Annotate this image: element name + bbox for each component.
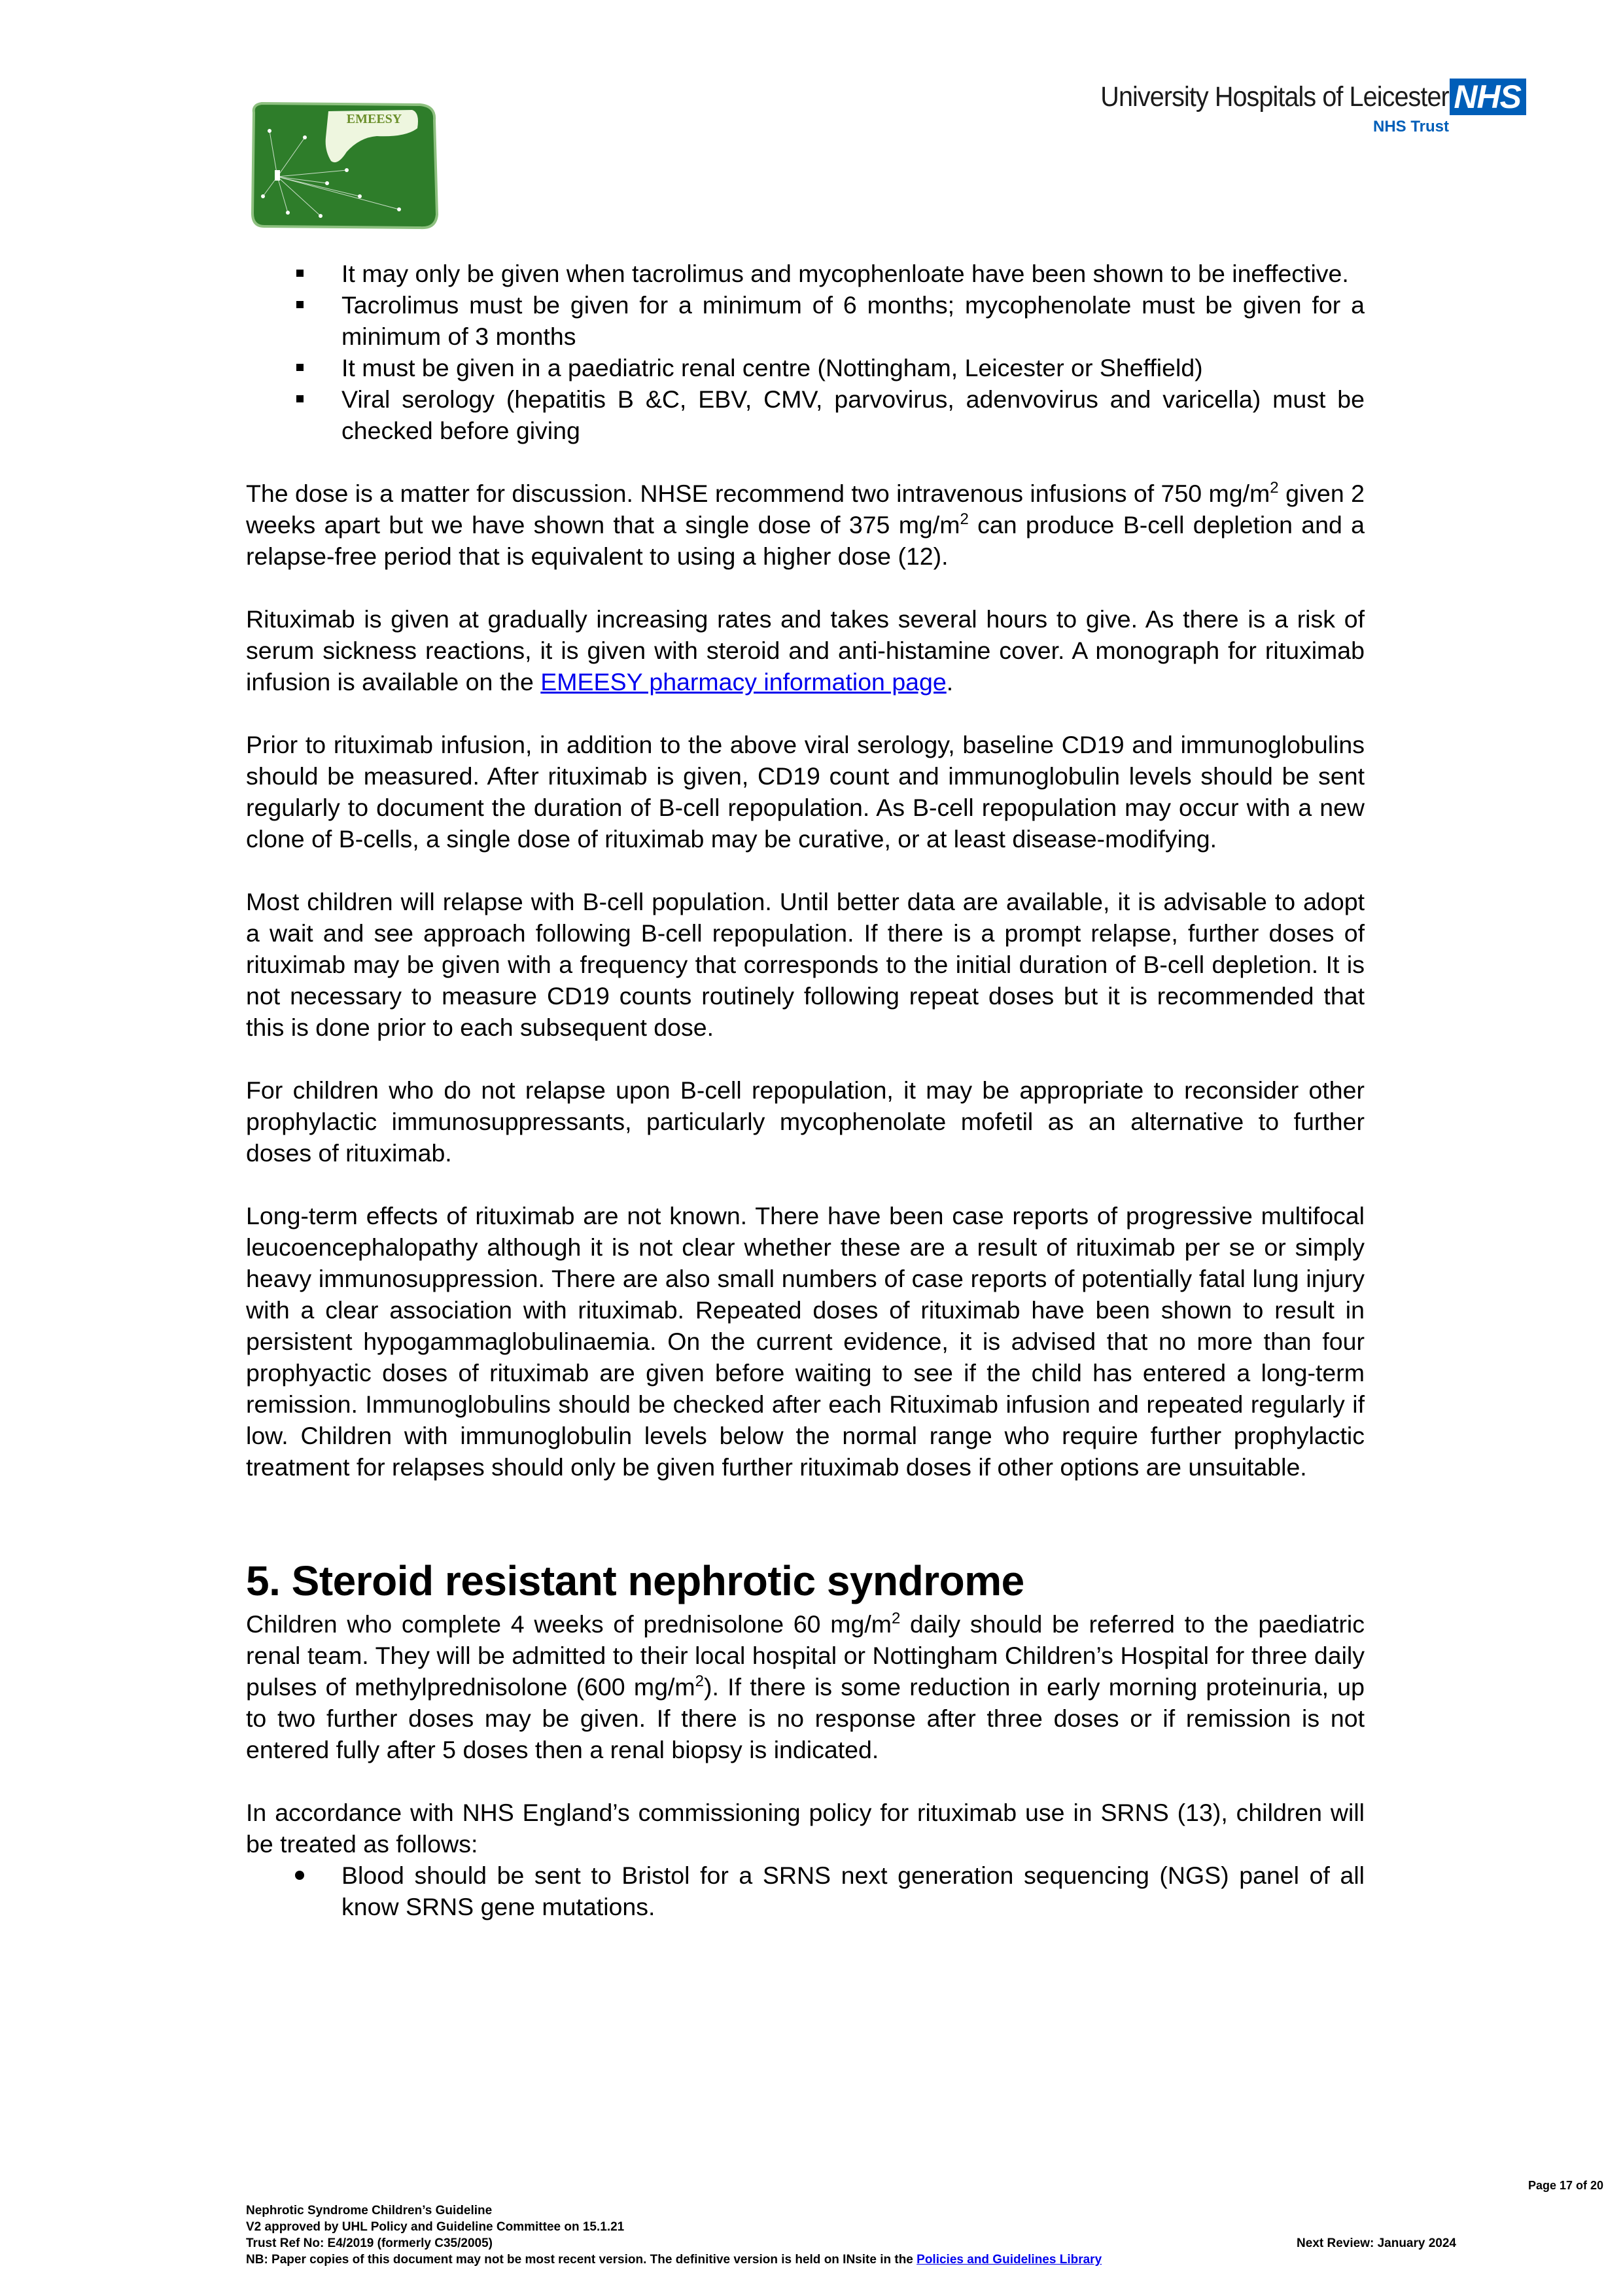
footer-nb — [246, 2252, 1456, 2268]
text-run: NB: Paper copies of this document may not be most recent version. The definitive version is held on INsite in the — [246, 2253, 917, 2267]
text-run: Rituximab is given at gradually increasing rates and takes several hours to give. As there is a risk of serum sickness reactions, it is given with steroid and anti-histamine cover. A monograph for rituximab infusion is available on the — [246, 605, 1365, 696]
section5-paragraph — [246, 1608, 1365, 1765]
text-run: given 2 weeks apart but we have shown that a single dose of 375 mg/m — [246, 480, 1365, 539]
superscript: 2 — [1270, 479, 1279, 497]
footer-trust-ref: Trust Ref No: E4/2019 (formerly C35/2005) — [246, 2236, 493, 2250]
srns-treatment-list — [246, 1860, 1365, 1922]
emeesy-logo — [249, 98, 445, 236]
list-item: Blood should be sent to Bristol for a SRNS next generation sequencing (NGS) panel of all know SRNS gene mutations. — [246, 1860, 1365, 1922]
organisation-name: University Hospitals of Leicester — [1100, 80, 1449, 113]
list-item: It must be given in a paediatric renal centre (Nottingham, Leicester or Sheffield) — [246, 352, 1365, 383]
paragraph: Prior to rituximab infusion, in addition to the above viral serology, baseline CD19 and immunoglobulins should be measured. After rituximab is given, CD19 count and immunoglobulin levels should be sent regularly to document the duration of B-cell repopulation. As B-cell repopulation may occur with a new clone of B-cells, a single dose of rituximab may be curative, or at least disease-modifying. — [246, 731, 1365, 853]
text-run: can produce B-cell depletion and a relapse-free period that is equivalent to using a higher dose (12). — [246, 511, 1365, 570]
emeesy-pharmacy-link[interactable]: EMEESY pharmacy information page — [540, 668, 947, 696]
emeesy-logo-text: EMEESY — [346, 112, 402, 126]
header-organisation — [1070, 79, 1526, 136]
infusion-paragraph — [246, 603, 1365, 698]
footer-approval: V2 approved by UHL Policy and Guideline Committee on 15.1.21 — [246, 2220, 625, 2234]
paragraph: In accordance with NHS England’s commissioning policy for rituximab use in SRNS (13), children will be treated as follows: — [246, 1799, 1365, 1858]
section-heading: 5. Steroid resistant nephrotic syndrome — [246, 1557, 1024, 1604]
list-item: Viral serology (hepatitis B &C, EBV, CMV, parvovirus, adenvovirus and varicella) must be checked before giving — [246, 383, 1365, 446]
text-run: ). If there is some reduction in early morning proteinuria, up to two further doses may be given. If there is no response after three doses or if remission is not entered fully after 5 doses then a renal biopsy is indicated. — [246, 1673, 1365, 1763]
nhs-trust-label: NHS Trust — [1372, 118, 1449, 135]
superscript: 2 — [891, 1610, 901, 1627]
paragraph: Most children will relapse with B-cell population. Until better data are available, it is advisable to adopt a wait and see approach following B-cell repopulation. If there is a prompt relapse, further doses of rituximab may be given with a frequency that corresponds to the initial duration of B-cell depletion. It is not necessary to measure CD19 counts routinely following repeat doses but it is recommended that this is done prior to each subsequent dose. — [246, 888, 1365, 1041]
document-body — [246, 258, 1365, 1922]
dose-paragraph — [246, 478, 1365, 572]
page-number: Page 17 of 20 — [1527, 2179, 1603, 2192]
document-footer — [246, 2202, 1456, 2268]
footer-title: Nephrotic Syndrome Children’s Guideline — [246, 2204, 493, 2217]
text-run: daily should be referred to the paediatric renal team. They will be admitted to their local hospital or Nottingham Children’s Hospital for three daily pulses of methylprednisolone (600 mg/m — [246, 1610, 1365, 1701]
superscript: 2 — [695, 1672, 705, 1690]
text-run: The dose is a matter for discussion. NHSE recommend two intravenous infusions of 750 mg/m — [246, 480, 1270, 507]
text-run: . — [946, 668, 954, 696]
footer-next-review: Next Review: January 2024 — [1297, 2236, 1456, 2250]
footer-ref-row — [246, 2235, 1456, 2252]
rituximab-criteria-list — [246, 258, 1365, 446]
superscript: 2 — [960, 510, 969, 528]
paragraph: For children who do not relapse upon B-cell repopulation, it may be appropriate to reconsider other prophylactic immunosuppressants, particularly mycophenolate mofetil as an alternative to further doses of rituximab. — [246, 1076, 1365, 1167]
list-item: It may only be given when tacrolimus and mycophenloate have been shown to be ineffective. — [246, 258, 1365, 289]
org-row — [1070, 79, 1526, 115]
emeesy-map-graphic — [249, 98, 445, 236]
policies-library-link[interactable]: Policies and Guidelines Library — [916, 2253, 1102, 2267]
nhs-logo: NHS — [1450, 79, 1526, 115]
paragraph: Long-term effects of rituximab are not known. There have been case reports of progressive multifocal leucoencephalopathy although it is not clear whether these are a result of rituximab per se or simply heavy immunosuppression. There are also small numbers of case reports of potentially fatal lung injury with a clear association with rituximab. Repeated doses of rituximab have been shown to result in persistent hypogammaglobulinaemia. On the current evidence, it is advised that no more than four prophyactic doses of rituximab are given before waiting to see if the child has entered a long-term remission. Immunoglobulins should be checked after each Rituximab infusion and repeated regularly if low. Children with immunoglobulin levels below the normal range who require further prophylactic treatment for relapses should only be given further rituximab doses if other options are unsuitable. — [246, 1202, 1365, 1481]
text-run: Children who complete 4 weeks of prednisolone 60 mg/m — [246, 1610, 892, 1638]
list-item: Tacrolimus must be given for a minimum of 6 months; mycophenolate must be given for a minimum of 3 months — [246, 289, 1365, 352]
